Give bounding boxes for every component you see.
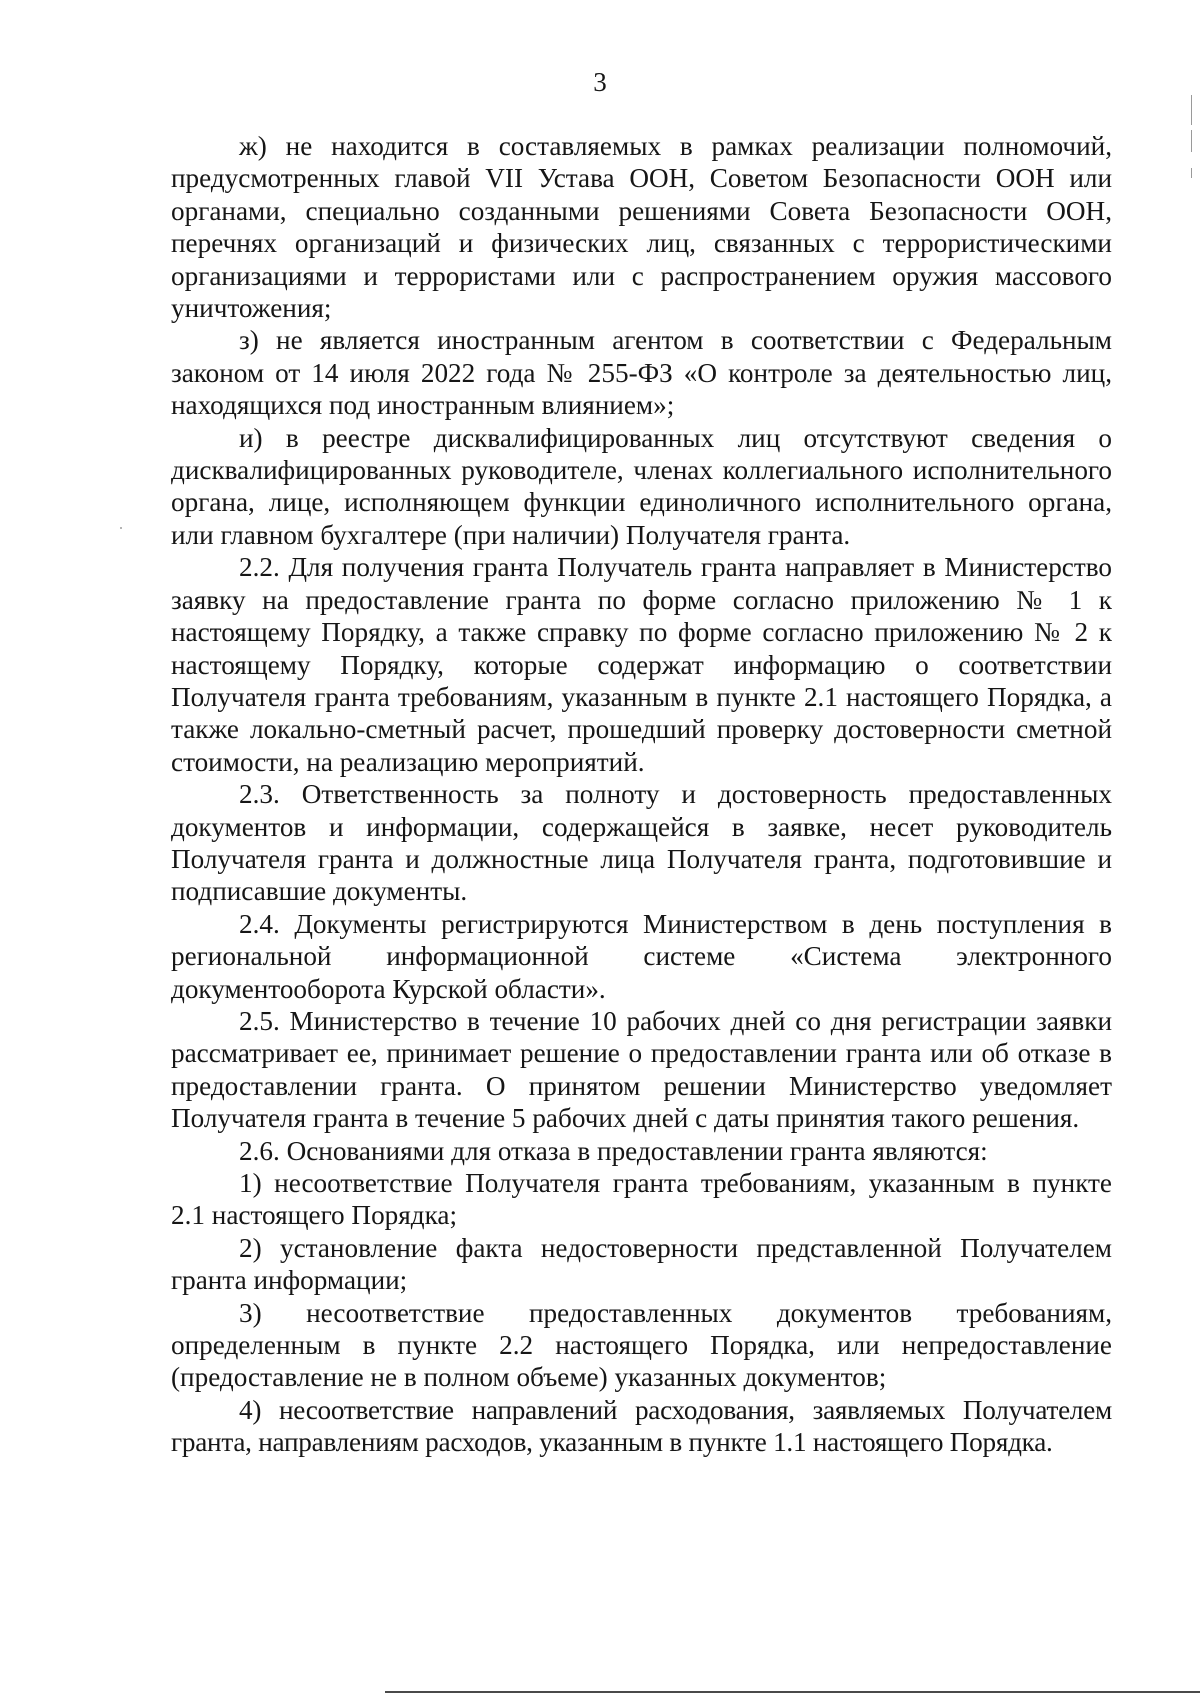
scan-speck <box>120 527 122 529</box>
list-item-3: 3) несоответствие предоставленных документов требованиям, определенным в пункте 2.2 настоящего Порядка, или непредоставление (предоставление не в полном объеме) указанных документов; <box>171 1297 1112 1393</box>
scan-edge-mark <box>1191 168 1192 178</box>
paragraph-2-4: 2.4. Документы регистрируются Министерством в день поступления в региональной информационной системе «Система электронного документооборота Курской области». <box>171 908 1112 1004</box>
paragraph-i: и) в реестре дисквалифицированных лиц отсутствуют сведения о дисквалифицированных руководителе, членах коллегиального исполнительного органа, лице, исполняющем функции единоличного исполнительного органа, или главном бухгалтере (при наличии) Получателя гранта. <box>171 422 1112 550</box>
scan-edge-mark <box>1191 95 1192 125</box>
document-body <box>171 130 1112 1459</box>
scan-edge-mark <box>1191 130 1192 152</box>
list-item-2: 2) установление факта недостоверности представленной Получателем гранта информации; <box>171 1232 1112 1296</box>
page-number: 3 <box>593 67 607 97</box>
paragraph-2-3: 2.3. Ответственность за полноту и достоверность предоставленных документов и информации, содержащейся в заявке, несет руководитель Получателя гранта и должностные лица Получателя гранта, подготовившие и подписавшие документы. <box>171 779 1112 907</box>
list-item-4: 4) несоответствие направлений расходования, заявляемых Получателем гранта, направлениям расходов, указанным в пункте 1.1 настоящего Порядка. <box>171 1394 1112 1458</box>
paragraph-2-2: 2.2. Для получения гранта Получатель гранта направляет в Министерство заявку на предоставление гранта по форме согласно приложению № 1 к настоящему Порядку, а также справку по форме согласно приложению № 2 к настоящему Порядку, которые содержат информацию о соответствии Получателя гранта требованиям, указанным в пункте 2.1 настоящего Порядка, а также локально-сметный расчет, прошедший проверку достоверности сметной стоимости, на реализацию мероприятий. <box>171 552 1112 777</box>
paragraph-2-5: 2.5. Министерство в течение 10 рабочих дней со дня регистрации заявки рассматривает ее, принимает решение о предоставлении гранта или об отказе в предоставлении гранта. О принятом решении Министерство уведомляет Получателя гранта в течение 5 рабочих дней с даты принятия такого решения. <box>171 1005 1112 1134</box>
paragraph-2-6: 2.6. Основаниями для отказа в предоставлении гранта являются: <box>239 1135 988 1166</box>
paragraph-zh: ж) не находится в составляемых в рамках реализации полномочий, предусмотренных главой VII Устава ООН, Советом Безопасности ООН или органами, специально созданными решениями Совета Безопасности ООН, перечнях организаций и физических лиц, связанных с террористическими организациями и террористами или с распространением оружия массового уничтожения; <box>171 131 1112 324</box>
paragraph-z: з) не является иностранным агентом в соответствии с Федеральным законом от 14 июля 2022 года № 255-ФЗ «О контроле за деятельностью лиц, находящихся под иностранным влиянием»; <box>171 325 1112 421</box>
bottom-page-edge <box>385 1691 1200 1693</box>
list-item-1: 1) несоответствие Получателя гранта требованиям, указанным в пункте 2.1 настоящего Порядка; <box>171 1168 1112 1231</box>
